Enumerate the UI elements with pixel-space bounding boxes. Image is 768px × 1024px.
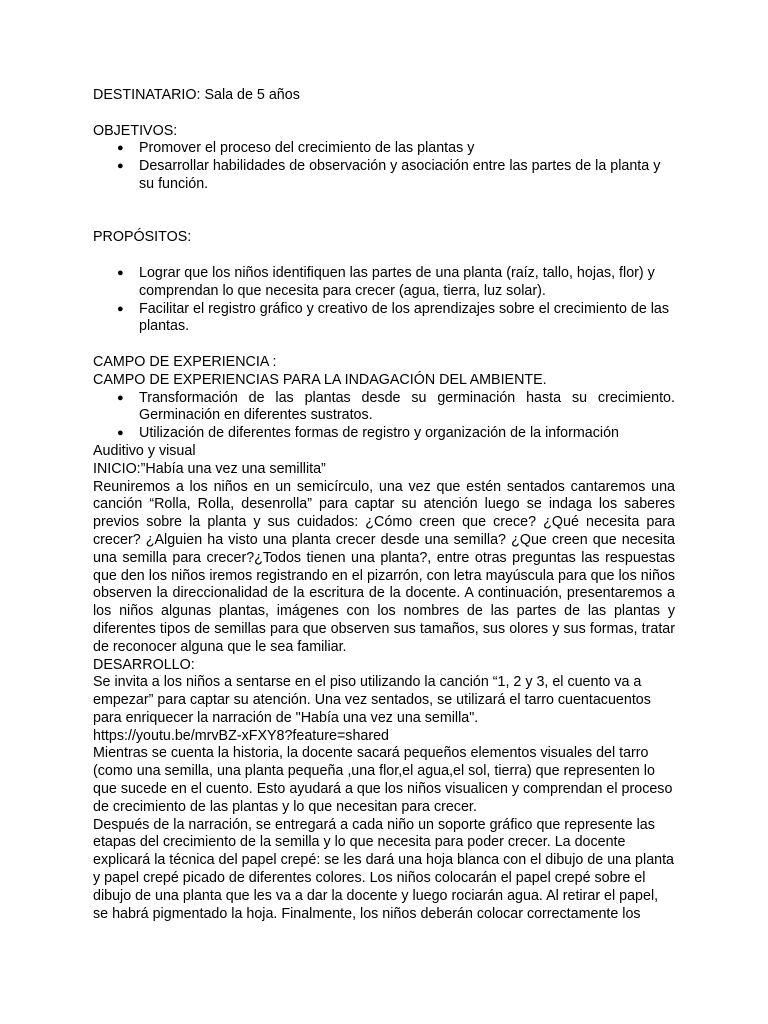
- bullet-icon: ●: [117, 266, 124, 279]
- desarrollo-heading: DESARROLLO:: [93, 656, 195, 673]
- objetivos-heading: OBJETIVOS:: [93, 122, 178, 139]
- spacer: [93, 105, 675, 123]
- desarrollo-paragraph: Mientras se cuenta la historia, la docente sacará pequeños elementos visuales del tarro (como una semilla, una planta pequeña ,una flor,el agua,el sol, tierra) que representen lo que sucede en el cuento. Esto ayudará a que los niños visualicen y comprendan el proceso de crecimiento de las plantas y lo que necesitan para crecer.: [93, 745, 673, 815]
- bullet-icon: ●: [117, 160, 124, 173]
- campo-list: [93, 390, 675, 443]
- spacer: [93, 194, 675, 230]
- campo-item-line: Germinación en diferentes sustratos.: [139, 407, 373, 424]
- propositos-list: [93, 265, 675, 336]
- spacer: [93, 336, 675, 354]
- bullet-icon: ●: [117, 302, 124, 315]
- list-item: [93, 390, 675, 426]
- bullet-icon: ●: [117, 391, 124, 404]
- bullet-icon: ●: [117, 427, 124, 440]
- video-link[interactable]: https://youtu.be/mrvBZ-xFXY8?feature=shared: [93, 727, 390, 744]
- list-item: ● Lograr que los niños identifiquen las partes de una planta (raíz, tallo, hojas, flor) y comprendan lo que necesita para crecer (agua, tierra, luz solar).: [117, 264, 655, 299]
- list-item: ● Desarrollar habilidades de observación y asociación entre las partes de la planta y su función.: [117, 158, 661, 192]
- inicio-paragraph: Reuniremos a los niños en un semicírculo, una vez que estén sentados cantaremos una canción “Rolla, Rolla, desenrolla” para captar su atención luego se indaga los saberes previos sobre la planta y sus cuidados: ¿Cómo creen que crece? ¿Qué necesita para crecer? ¿Alguien ha visto una planta crecer desde una semilla? ¿Que creen que necesita una semilla para crecer?¿Todos tienen una planta?, entre otras preguntas las respuestas que den los niños iremos registrando en el pizarrón, con letra mayúscula para que los niños observen la direccionalidad de la escritura de la docente. A continuación, presentaremos a los niños algunas plantas, imágenes con los nombres de las partes de las plantas y diferentes tipos de semillas para que observen sus tamaños, sus olores y sus formas, tratar de reconocer alguna que le sea familiar.: [93, 478, 675, 655]
- desarrollo-paragraph: Después de la narración, se entregará a cada niño un soporte gráfico que represente las etapas del crecimiento de la semilla y lo que necesita para poder crecer. La docente explicará la técnica del papel crepé: se les dará una hoja blanca con el dibujo de una planta y papel crepé picado de diferentes colores. Los niños colocarán el papel crepé sobre el dibujo de una planta que les va a dar la docente y luego rociarán agua. Al retirar el papel, se habrá pigmentado la hoja. Finalmente, los niños deberán colocar correctamente los: [93, 816, 675, 922]
- list-item: ● Facilitar el registro gráfico y creativo de los aprendizajes sobre el crecimiento de las plantas.: [117, 300, 670, 335]
- desarrollo-paragraph: Se invita a los niños a sentarse en el piso utilizando la canción “1, 2 y 3, el cuento va a empezar” para captar su atención. Una vez sentados, se utilizará el tarro cuentacuentos para enriquecer la narración de "Había una vez una semilla".: [93, 674, 651, 726]
- destinatario-line: DESTINATARIO: Sala de 5 años: [93, 87, 300, 103]
- campo-heading: CAMPO DE EXPERIENCIA :: [93, 353, 277, 370]
- bullet-icon: ●: [117, 142, 124, 155]
- inicio-heading: INICIO:”Había una vez una semillita”: [93, 460, 326, 477]
- document-page: [93, 87, 675, 923]
- list-item: ● Utilización de diferentes formas de registro y organización de la información: [117, 425, 619, 442]
- objetivos-list: [93, 140, 675, 193]
- campo-subheading: CAMPO DE EXPERIENCIAS PARA LA INDAGACIÓN DEL AMBIENTE.: [93, 371, 547, 388]
- campo-trailing: Auditivo y visual: [93, 442, 196, 459]
- campo-item-line: Transformación de las plantas desde su germinación hasta su crecimiento.: [139, 389, 675, 406]
- spacer: [93, 247, 675, 265]
- list-item: ● Promover el proceso del crecimiento de las plantas y: [117, 140, 475, 157]
- propositos-heading: PROPÓSITOS:: [93, 229, 192, 246]
